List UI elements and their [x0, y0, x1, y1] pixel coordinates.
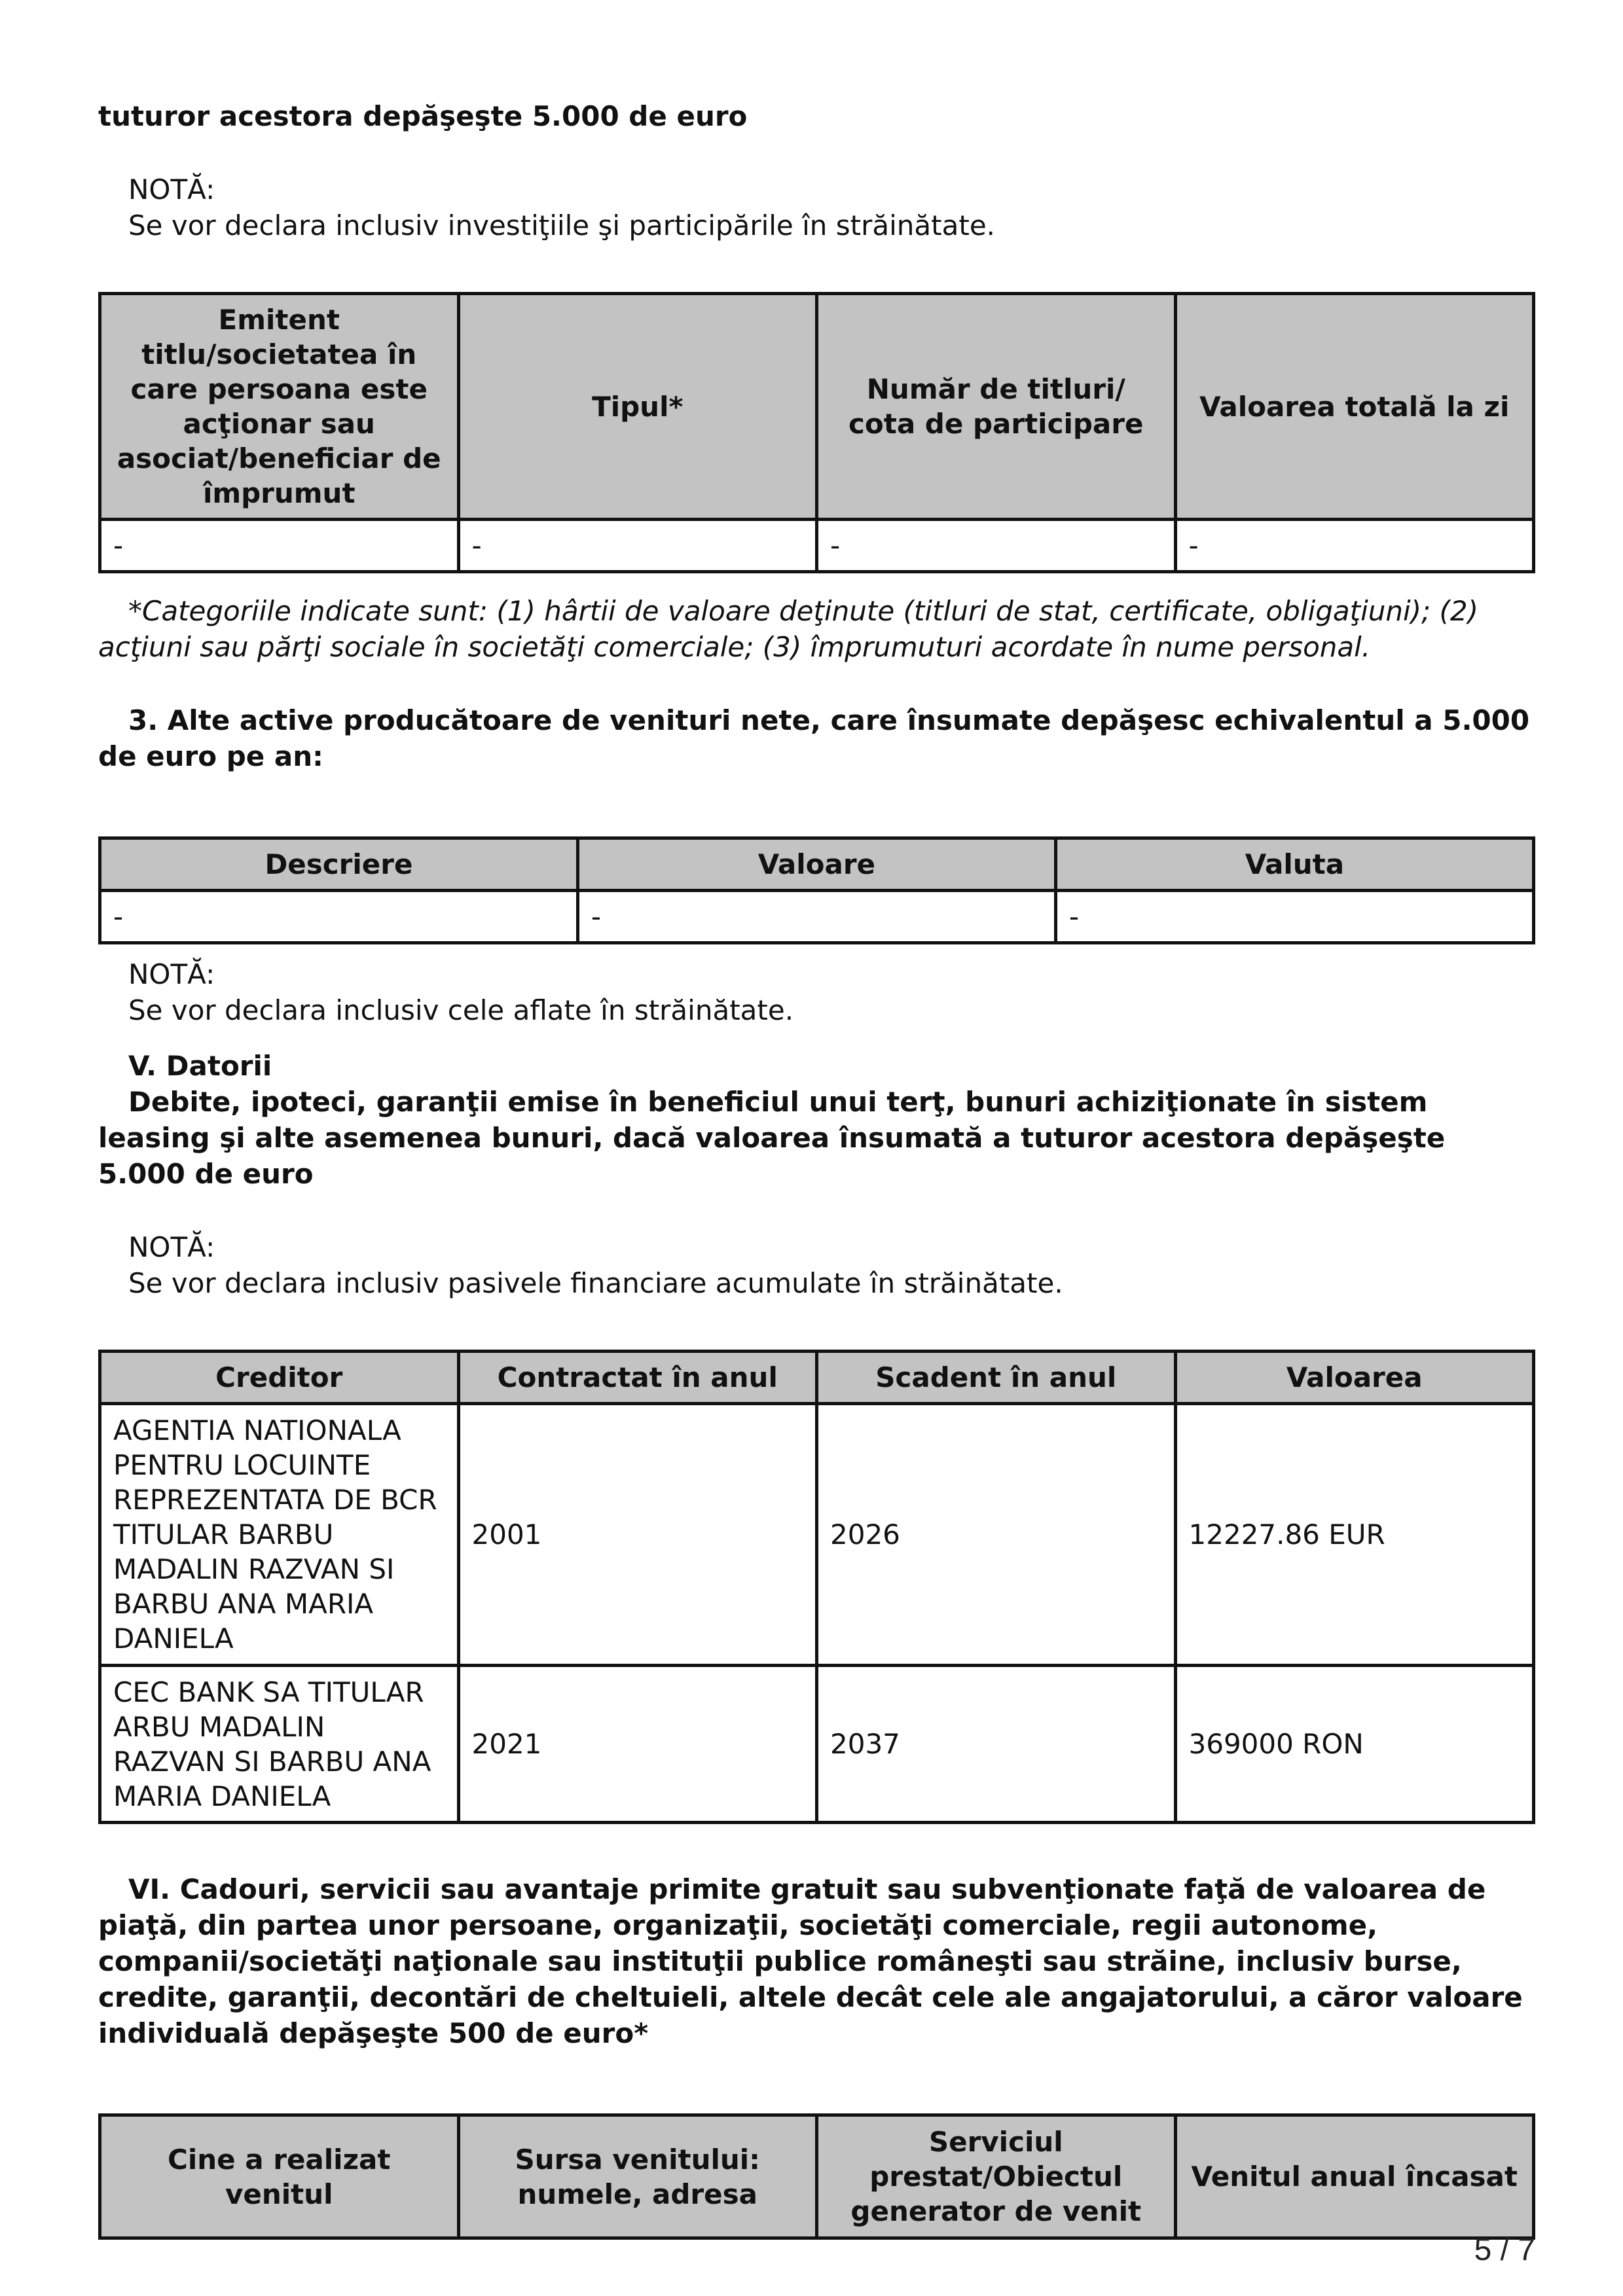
table4-header-cine: Cine a realizat venitul	[100, 2115, 459, 2238]
table2-header-valoare: Valoare	[577, 838, 1055, 891]
table1-header-emitent: Emitent titlu/societatea în care persoana este acţionar sau asociat/beneficiar de împrumut	[100, 294, 459, 520]
table-row	[100, 891, 1534, 943]
gifts-table	[98, 2113, 1535, 2240]
table2-header-valuta: Valuta	[1055, 838, 1533, 891]
note2-text: Se vor declara inclusiv cele aflate în străinătate.	[128, 994, 794, 1026]
debts-table	[98, 1350, 1535, 1824]
table2-cell: -	[1055, 891, 1533, 943]
document-page	[98, 98, 1535, 2240]
page-number: 5 / 7	[1474, 2233, 1535, 2267]
table-row	[100, 520, 1534, 572]
table3-cell: 2026	[817, 1404, 1176, 1666]
table-row	[100, 1666, 1534, 1823]
table3-cell: 369000 RON	[1175, 1666, 1534, 1823]
other-assets-table	[98, 836, 1535, 944]
table3-header-scadent: Scadent în anul	[817, 1352, 1176, 1404]
table3-cell: 12227.86 EUR	[1175, 1404, 1534, 1666]
table3-cell: CEC BANK SA TITULAR ARBU MADALIN RAZVAN SI BARBU ANA MARIA DANIELA	[100, 1666, 459, 1823]
table2-header-descriere: Descriere	[100, 838, 578, 891]
section5-title: V. Datorii	[128, 1050, 272, 1082]
table1-cell: -	[100, 520, 459, 572]
table1-cell: -	[458, 520, 817, 572]
section3-title: 3. Alte active producătoare de venituri nete, care însumate depăşesc echivalentul a 5.000 de euro pe an:	[98, 704, 1530, 772]
table3-header-creditor: Creditor	[100, 1352, 459, 1404]
table1-cell: -	[1175, 520, 1534, 572]
table3-cell: 2037	[817, 1666, 1176, 1823]
investments-table	[98, 292, 1535, 573]
table3-cell: 2001	[458, 1404, 817, 1666]
table4-header-serviciul: Serviciul prestat/Obiectul generator de venit	[817, 2115, 1176, 2238]
section5-subtitle: Debite, ipoteci, garanţii emise în beneficiul unui terţ, bunuri achiziţionate în sistem leasing şi alte asemenea bunuri, dacă valoarea însumată a tuturor acestora depăşeşte 5.000 de euro	[98, 1086, 1446, 1190]
table4-header-venitul: Venitul anual încasat	[1175, 2115, 1534, 2238]
note1-text: Se vor declara inclusiv investiţiile şi participările în străinătate.	[128, 209, 996, 242]
table1-header-valoarea: Valoarea totală la zi	[1175, 294, 1534, 520]
table-row	[100, 1404, 1534, 1666]
footnote-categories: *Categoriile indicate sunt: (1) hârtii de valoare deţinute (titluri de stat, certificate, obligaţiuni); (2) acţiuni sau părţi sociale în societăţi comerciale; (3) împrumuturi acordate în nume personal.	[98, 595, 1479, 663]
table1-cell: -	[817, 520, 1176, 572]
note2-label: NOTĂ:	[128, 958, 215, 990]
note3-text: Se vor declara inclusiv pasivele financiare acumulate în străinătate.	[128, 1267, 1063, 1299]
table3-header-valoarea: Valoarea	[1175, 1352, 1534, 1404]
note3-label: NOTĂ:	[128, 1231, 215, 1263]
table1-header-tipul: Tipul*	[458, 294, 817, 520]
table2-cell: -	[100, 891, 578, 943]
section6-title: VI. Cadouri, servicii sau avantaje primite gratuit sau subvenţionate faţă de valoarea de piaţă, din partea unor persoane, organizaţii, societăţi comerciale, regii autonome, companii/societăţi naţionale sau instituţii publice româneşti sau străine, inclusiv burse, credite, garanţii, decontări de cheltuieli, altele decât cele ale angajatorului, a căror valoare individuală depăşeşte 500 de euro*	[98, 1873, 1523, 2049]
table4-header-sursa: Sursa venitului: numele, adresa	[458, 2115, 817, 2238]
table2-cell: -	[577, 891, 1055, 943]
table3-cell: AGENTIA NATIONALA PENTRU LOCUINTE REPREZENTATA DE BCR TITULAR BARBU MADALIN RAZVAN SI BARBU ANA MARIA DANIELA	[100, 1404, 459, 1666]
table3-header-contractat: Contractat în anul	[458, 1352, 817, 1404]
table1-header-numar: Număr de titluri/ cota de participare	[817, 294, 1176, 520]
table3-cell: 2021	[458, 1666, 817, 1823]
intro-text: tuturor acestora depăşeşte 5.000 de euro	[98, 100, 748, 132]
note1-label: NOTĂ:	[128, 173, 215, 206]
